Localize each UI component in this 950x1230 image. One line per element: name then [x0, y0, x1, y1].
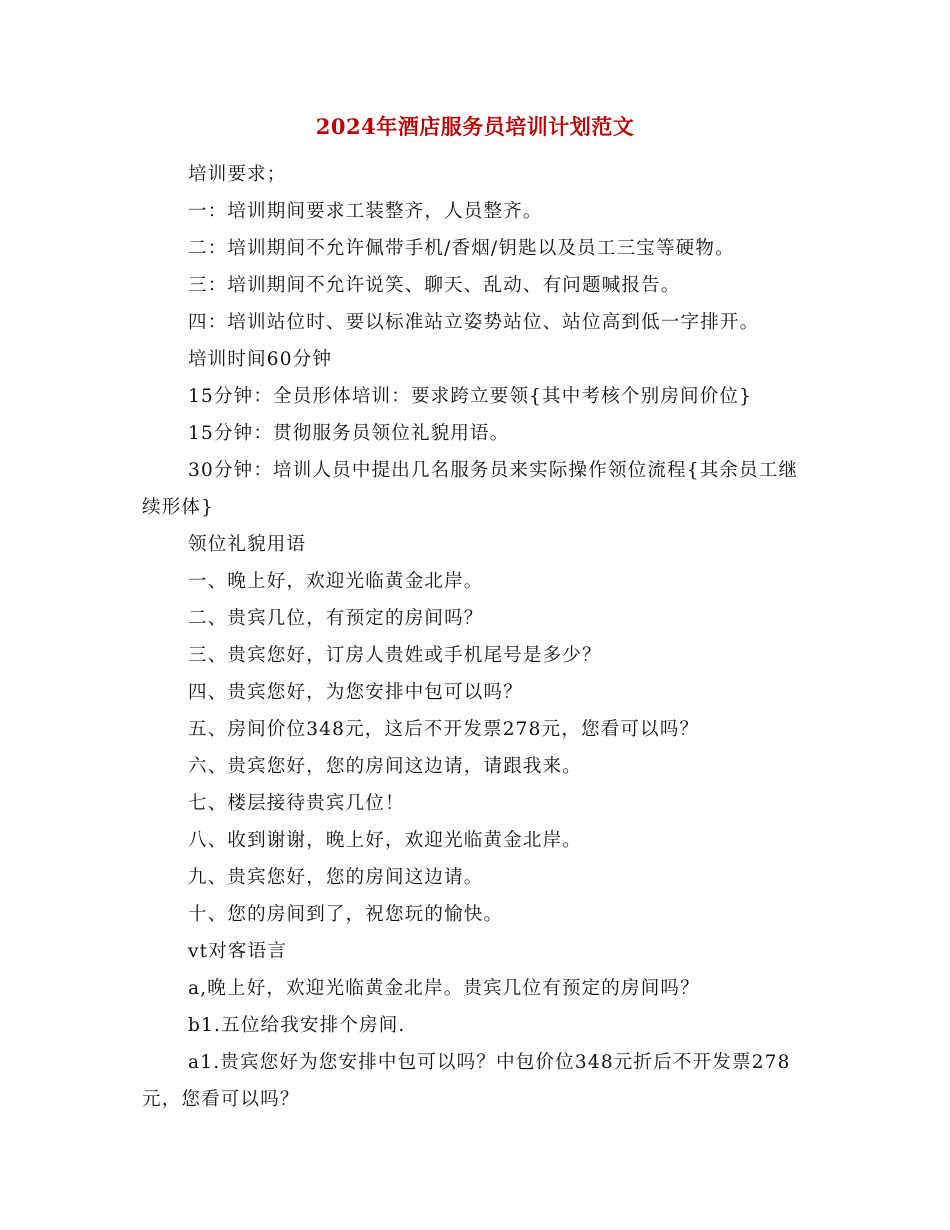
paragraph: 四：培训站位时、要以标准站立姿势站位、站位高到低一字排开。	[188, 312, 760, 333]
paragraph: 七、楼层接待贵宾几位！	[188, 793, 405, 814]
paragraph: 二、贵宾几位，有预定的房间吗？	[188, 608, 484, 629]
document-title: 2024年酒店服务员培训计划范文	[315, 114, 635, 139]
paragraph: b1.五位给我安排个房间.	[188, 1015, 406, 1036]
paragraph: 三：培训期间不允许说笑、聊天、乱动、有问题喊报告。	[188, 275, 681, 296]
document-body	[142, 156, 810, 1118]
paragraph: vt对客语言	[188, 941, 288, 962]
paragraph: 培训时间60分钟	[188, 349, 333, 370]
paragraph: a1.贵宾您好为您安排中包可以吗？中包价位348元折后不开发票278元，您看可以吗？	[142, 1052, 791, 1110]
paragraph: 六、贵宾您好，您的房间这边请，请跟我来。	[188, 756, 583, 777]
paragraph: 二：培训期间不允许佩带手机/香烟/钥匙以及员工三宝等硬物。	[188, 238, 735, 259]
paragraph: 领位礼貌用语	[188, 534, 307, 555]
paragraph: 三、贵宾您好，订房人贵姓或手机尾号是多少？	[188, 645, 602, 666]
paragraph: 十、您的房间到了，祝您玩的愉快。	[188, 904, 504, 925]
paragraph: 15分钟：全员形体培训：要求跨立要领{其中考核个别房间价位}	[188, 386, 753, 407]
paragraph: 培训要求；	[188, 164, 287, 185]
paragraph: 一：培训期间要求工装整齐，人员整齐。	[188, 201, 543, 222]
paragraph: 15分钟：贯彻服务员领位礼貌用语。	[188, 423, 510, 444]
paragraph: 一、晚上好，欢迎光临黄金北岸。	[188, 571, 484, 592]
paragraph: 五、房间价位348元，这后不开发票278元，您看可以吗？	[188, 719, 700, 740]
paragraph: 30分钟：培训人员中提出几名服务员来实际操作领位流程{其余员工继续形体}	[142, 460, 799, 518]
paragraph: 四、贵宾您好，为您安排中包可以吗？	[188, 682, 523, 703]
paragraph: a,晚上好，欢迎光临黄金北岸。贵宾几位有预定的房间吗？	[188, 978, 700, 999]
paragraph: 九、贵宾您好，您的房间这边请。	[188, 867, 484, 888]
paragraph: 八、收到谢谢，晚上好，欢迎光临黄金北岸。	[188, 830, 583, 851]
